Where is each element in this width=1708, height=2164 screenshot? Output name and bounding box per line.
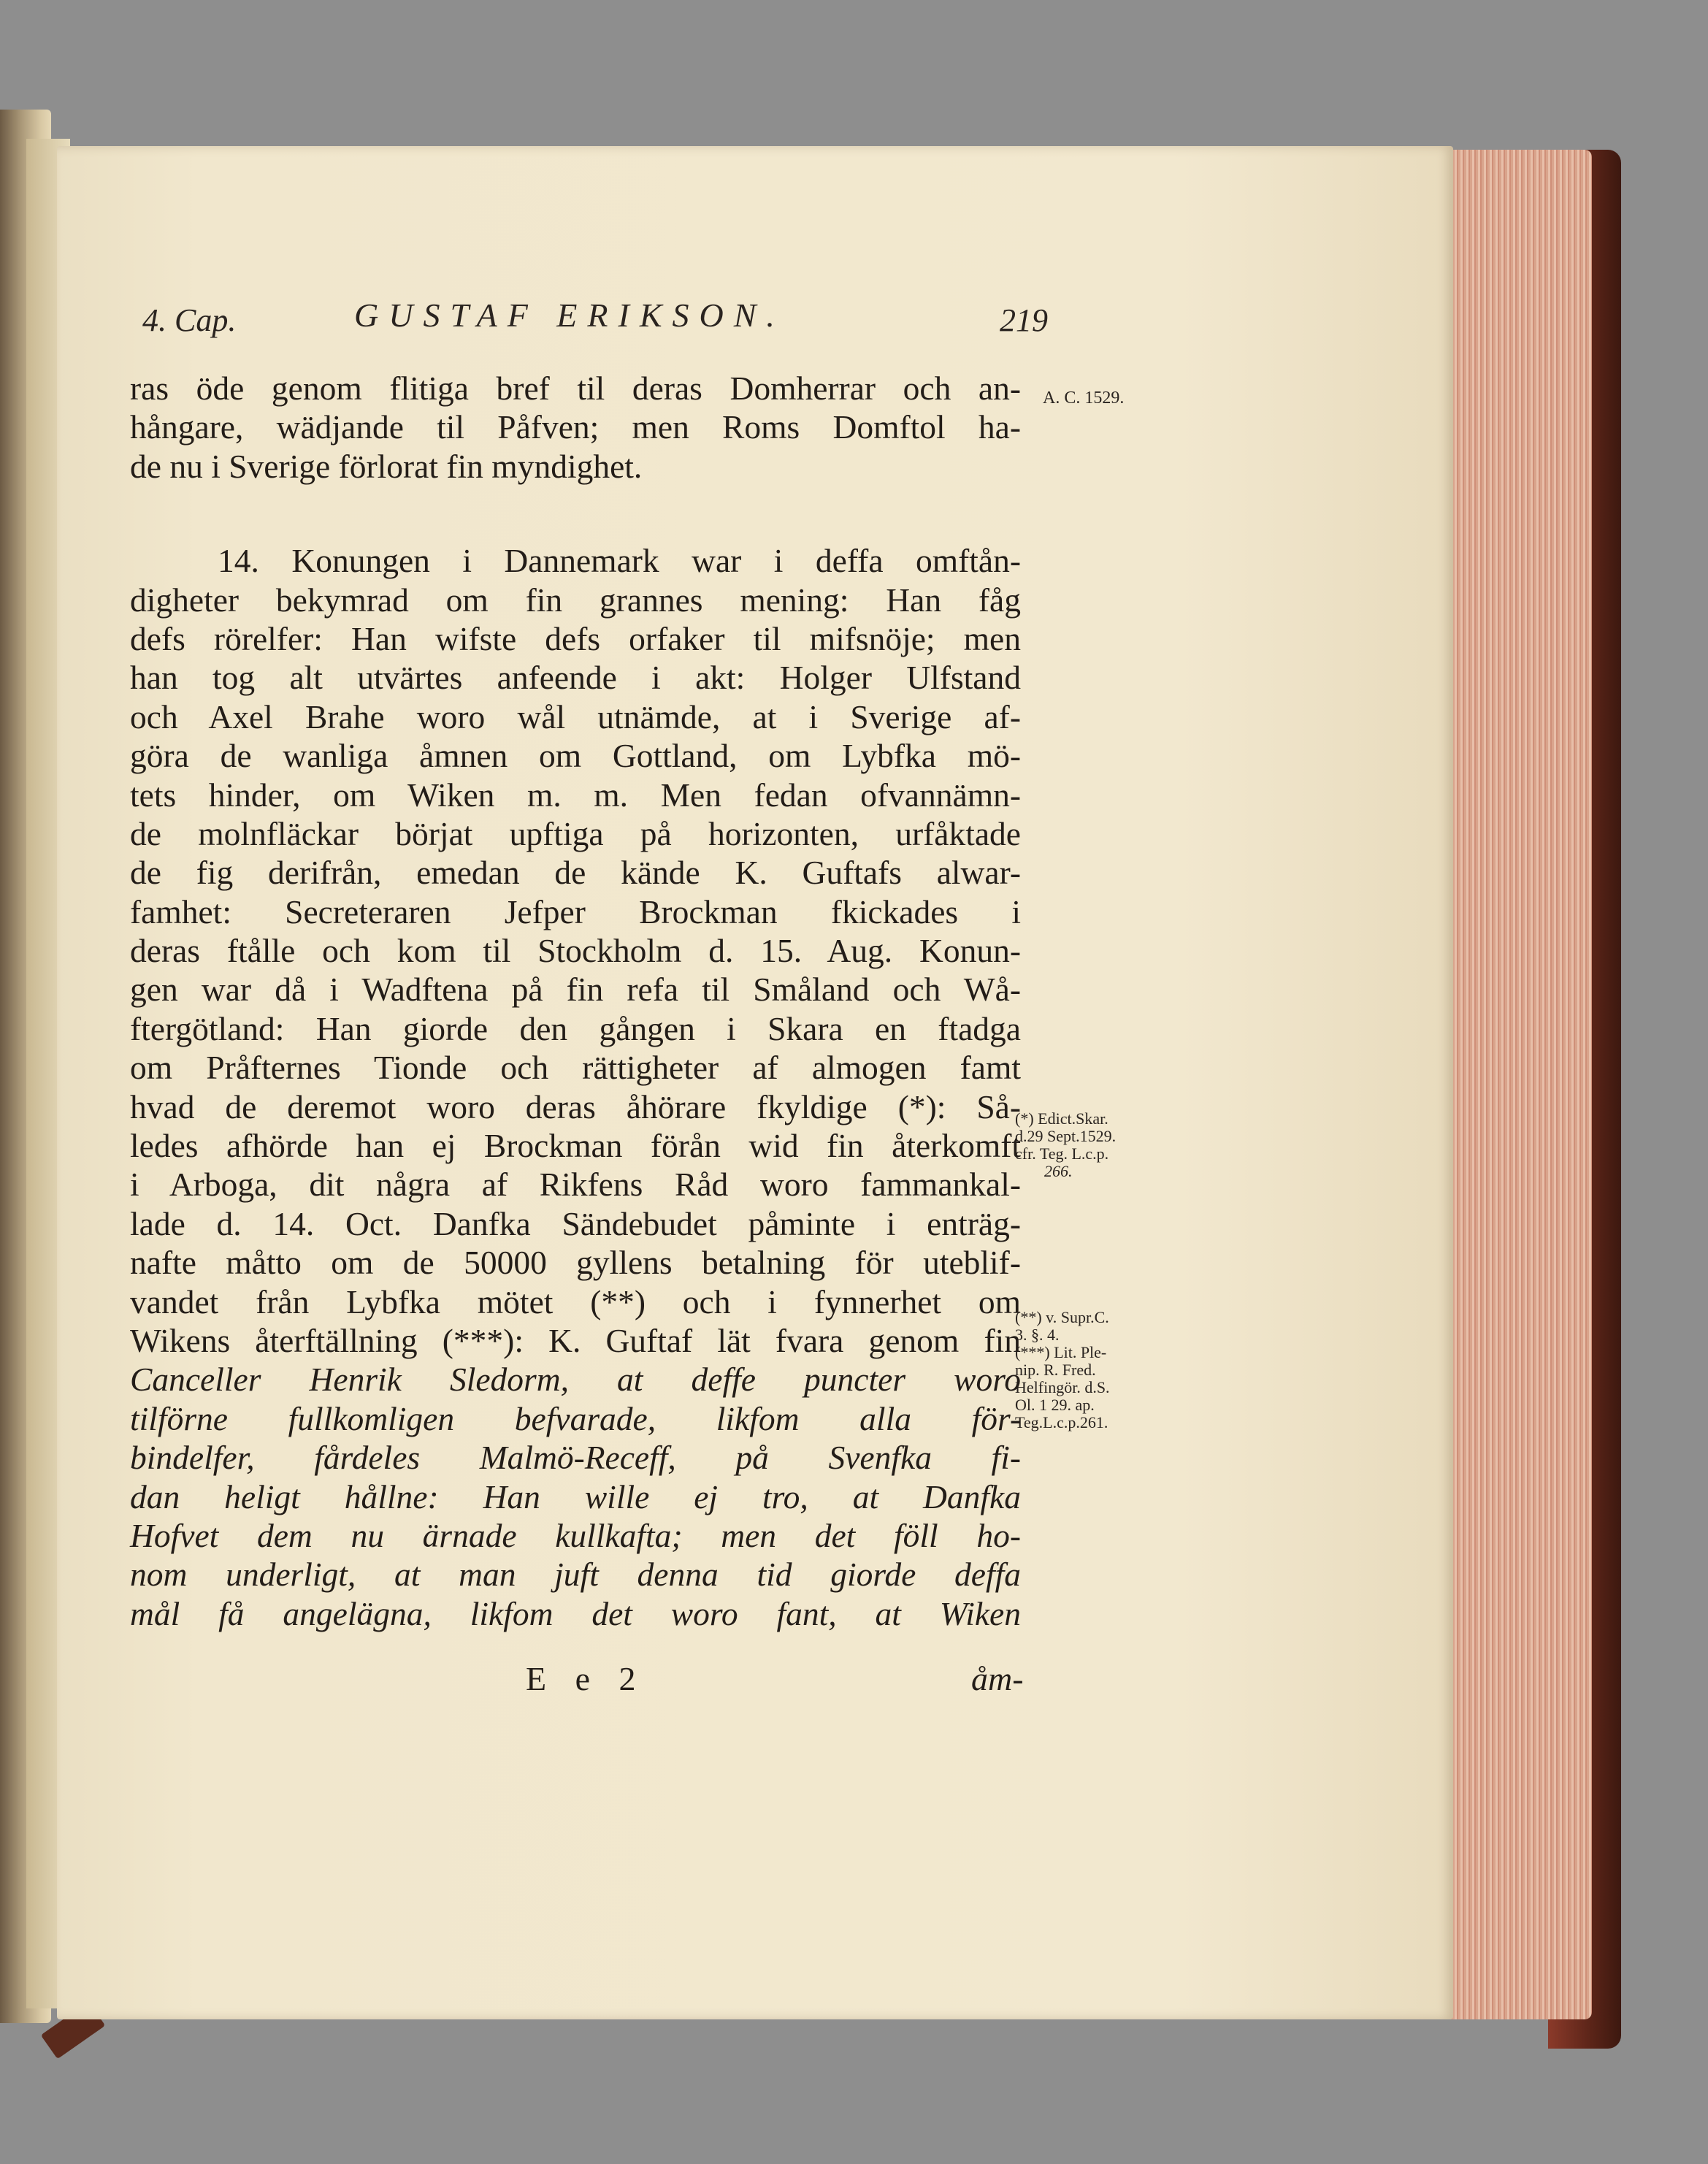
margin-note-line: (**) v. Supr.C. bbox=[1015, 1308, 1109, 1326]
text-line: och Axel Brahe woro wål utnämde, at i Sverige af- bbox=[130, 697, 1021, 735]
margin-note-line: 3. §. 4. bbox=[1015, 1326, 1060, 1344]
text-line: defs rörelfer: Han wifste defs orfaker til mifsnöje; men bbox=[130, 619, 1021, 657]
text-line: hvad de deremot woro deras åhörare fkyldige (*): Så- bbox=[130, 1087, 1021, 1125]
margin-note-footnote-2 bbox=[1015, 1309, 1110, 1431]
text-line: vandet från Lybfka mötet (**) och i fynnerhet om bbox=[130, 1282, 1021, 1320]
text-line: deras ftålle och kom til Stockholm d. 15. Aug. Konun- bbox=[130, 932, 1021, 970]
text-line: mål få angelägna, likfom det woro fant, at Wiken bbox=[130, 1594, 1021, 1632]
text-line: de nu i Sverige förlorat fin myndighet. bbox=[130, 447, 643, 485]
text-line: nom underligt, at man juft denna tid giorde deffa bbox=[130, 1556, 1021, 1594]
margin-note-footnote-1 bbox=[1015, 1110, 1116, 1180]
margin-note-line: cfr. Teg. L.c.p. bbox=[1015, 1144, 1109, 1163]
text-line: famhet: Secreteraren Jefper Brockman fkickades i bbox=[130, 892, 1021, 930]
text-line: Wikens återftällning (***): K. Guftaf lät fvara genom fin bbox=[130, 1321, 1021, 1359]
text-line: lade d. 14. Oct. Danfka Sändebudet påminte i enträg- bbox=[130, 1204, 1021, 1242]
margin-note-line: Teg.L.c.p.261. bbox=[1015, 1413, 1108, 1431]
text-line: Canceller Henrik Sledorm, at deffe puncter woro bbox=[130, 1361, 1021, 1399]
text-line: de fig derifrån, emedan de kände K. Guftafs alwar- bbox=[130, 854, 1021, 892]
margin-note-line: Helfingör. d.S. bbox=[1015, 1378, 1110, 1396]
text-line: ras öde genom flitiga bref til deras Domherrar och an- bbox=[130, 370, 1021, 407]
chapter-label: 4. Cap. bbox=[142, 302, 237, 338]
margin-note-line: (*) Edict.Skar. bbox=[1015, 1109, 1108, 1128]
text-line: tets hinder, om Wiken m. m. Men fedan ofvannämn- bbox=[130, 776, 1021, 814]
catchword: åm- bbox=[971, 1660, 1024, 1697]
page-number: 219 bbox=[1000, 302, 1048, 338]
running-title: GUSTAF ERIKSON. bbox=[354, 297, 785, 334]
text-line: hångare, wädjande til Påfven; men Roms Domftol ha- bbox=[130, 408, 1021, 446]
text-line: dan heligt hållne: Han wille ej tro, at Danfka bbox=[130, 1477, 1021, 1515]
text-line: nafte måtto om de 50000 gyllens betalning för uteblif- bbox=[130, 1244, 1021, 1282]
margin-note-line: (***) Lit. Ple- bbox=[1015, 1343, 1107, 1361]
margin-note-line: Ol. 1 29. ap. bbox=[1015, 1396, 1095, 1414]
running-head bbox=[142, 296, 1048, 347]
signature-mark: E e 2 bbox=[526, 1660, 646, 1697]
text-line: 14. Konungen i Dannemark war i deffa omftån- bbox=[218, 542, 1021, 580]
text-line: bindelfer, fårdeles Malmö-Receff, på Svenfka fi- bbox=[130, 1439, 1021, 1477]
text-line: de molnfläckar börjat upftiga på horizonten, urfåktade bbox=[130, 814, 1021, 852]
text-line: i Arboga, dit några af Rikfens Råd woro fammankal- bbox=[130, 1166, 1021, 1204]
text-line: göra de wanliga åmnen om Gottland, om Lybfka mö- bbox=[130, 737, 1021, 775]
text-line: digheter bekymrad om fin grannes mening: Han fåg bbox=[130, 581, 1021, 619]
text-line: Hofvet dem nu ärnade kullkafta; men det föll ho- bbox=[130, 1516, 1021, 1554]
body-text bbox=[130, 369, 1021, 1633]
margin-note-line: d.29 Sept.1529. bbox=[1015, 1127, 1117, 1145]
margin-note-line: 266. bbox=[1044, 1162, 1073, 1180]
text-line: ledes afhörde han ej Brockman förån wid fin återkomft bbox=[130, 1127, 1021, 1165]
text-line: han tog alt utvärtes anfeende i akt: Holger Ulfstand bbox=[130, 659, 1021, 697]
margin-note-year: A. C. 1529. bbox=[1043, 389, 1125, 408]
text-line: ftergötland: Han giorde den gången i Skara en ftadga bbox=[130, 1009, 1021, 1047]
page-fore-edge bbox=[1435, 150, 1592, 2019]
text-line: gen war då i Wadftena på fin refa til Småland och Wå- bbox=[130, 971, 1021, 1009]
text-line: tilförne fullkomligen befvarade, likfom alla för- bbox=[130, 1399, 1021, 1437]
margin-note-line: nip. R. Fred. bbox=[1015, 1361, 1096, 1379]
text-line: om Pråfternes Tionde och rättigheter af almogen famt bbox=[130, 1049, 1021, 1087]
